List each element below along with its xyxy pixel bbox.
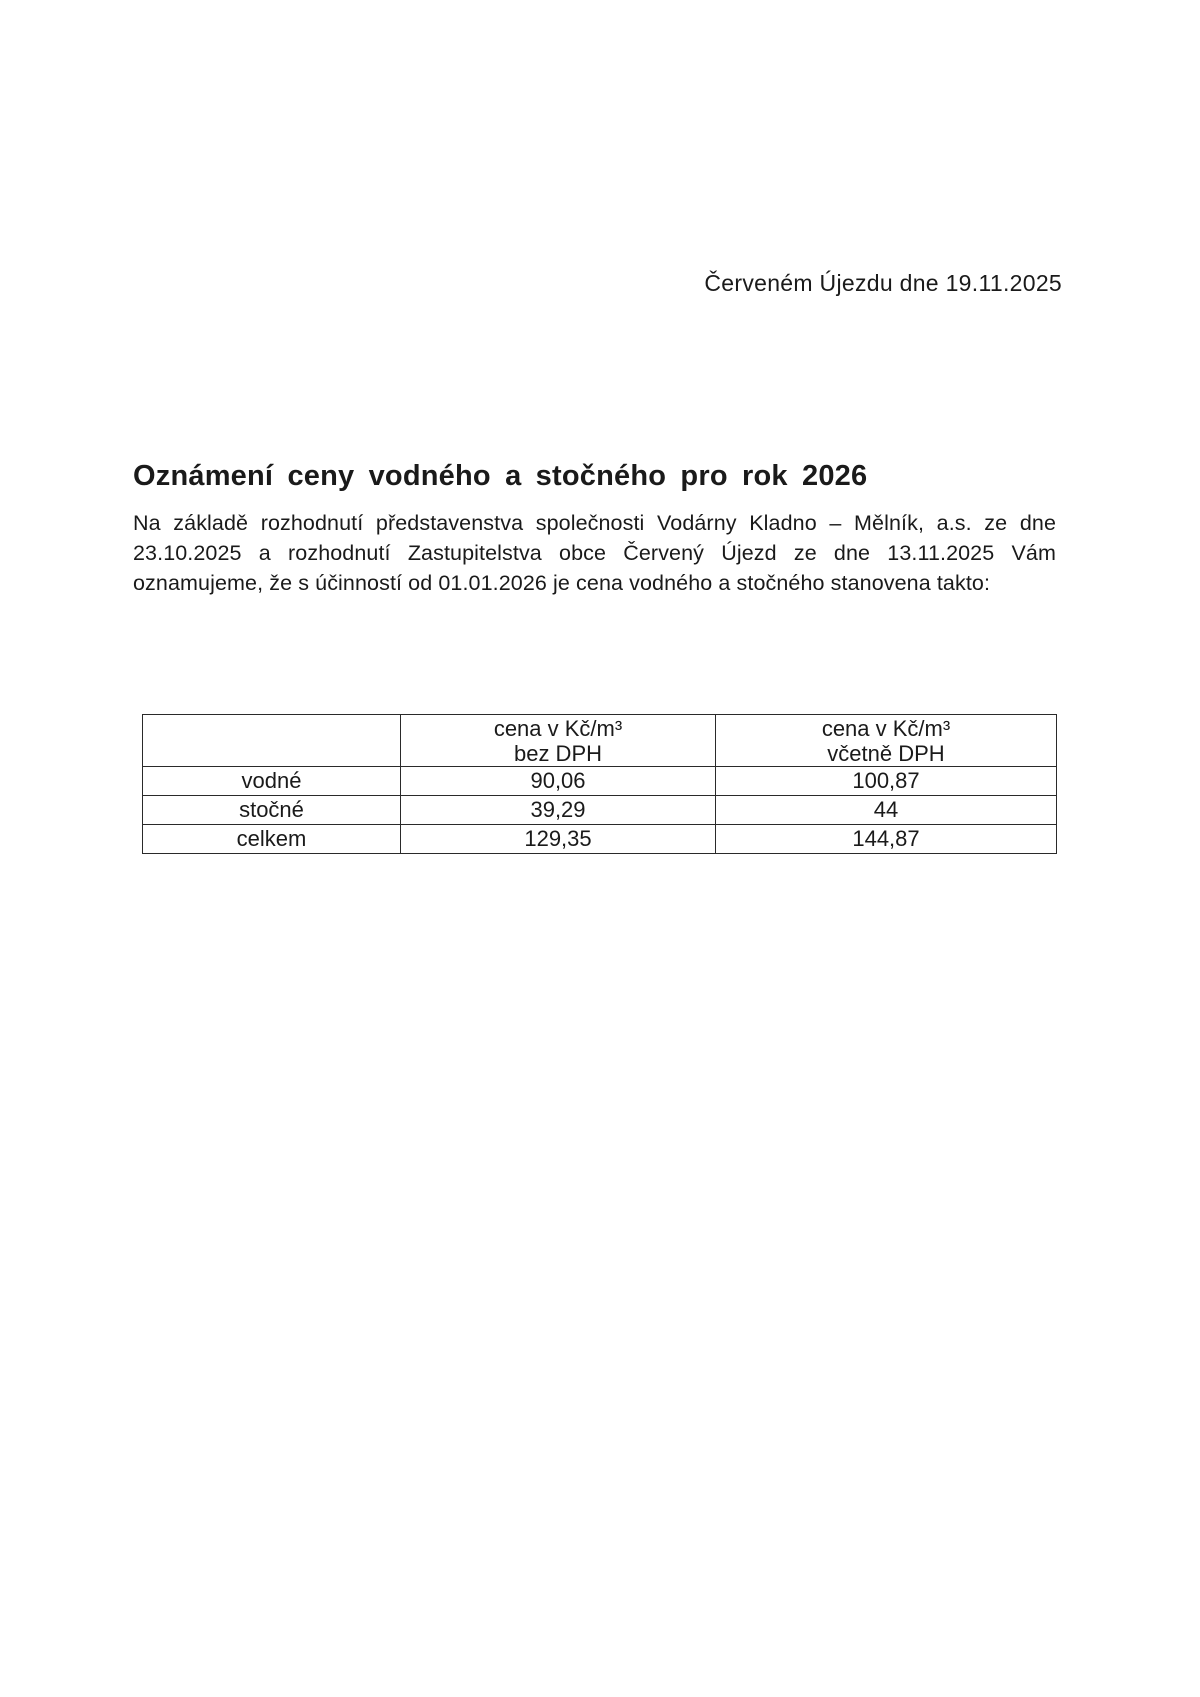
row-vcetne-dph-cell: 100,87: [716, 767, 1057, 796]
paragraph-line: oznamujeme, že s účinností od 01.01.2026 je cena vodného a stočného stanovena takto:: [133, 571, 991, 595]
table-header-row: [143, 715, 1057, 767]
row-bez-dph-cell: 129,35: [401, 825, 716, 854]
row-label-cell: stočné: [143, 796, 401, 825]
table-row: [143, 767, 1057, 796]
paragraph-line: Na základě rozhodnutí představenstva společnosti Vodárny Kladno – Mělník, a.s. ze dne: [133, 511, 1056, 535]
header-dph-line: včetně DPH: [827, 740, 945, 766]
date-line: Červeném Újezdu dne 19.11.2025: [704, 270, 1062, 296]
header-unit-line: cena v Kč/m³: [493, 715, 623, 741]
row-bez-dph-cell: 39,29: [401, 796, 716, 825]
row-vcetne-dph-cell: 144,87: [716, 825, 1057, 854]
table-row: [143, 796, 1057, 825]
header-dph-line: bez DPH: [513, 740, 603, 766]
page-title: Oznámení ceny vodného a stočného pro rok 2026: [133, 460, 868, 493]
header-vcetne-dph-cell: [716, 715, 1057, 767]
header-unit-line: cena v Kč/m³: [821, 715, 951, 741]
row-vcetne-dph-cell: 44: [716, 796, 1057, 825]
row-label-cell: vodné: [143, 767, 401, 796]
intro-paragraph: [133, 508, 1056, 598]
paragraph-line: 23.10.2025 a rozhodnutí Zastupitelstva obce Červený Újezd ze dne 13.11.2025 Vám: [133, 541, 1056, 565]
header-empty-cell: [143, 715, 401, 767]
header-bez-dph-cell: [401, 715, 716, 767]
table-row: [143, 825, 1057, 854]
row-label-cell: celkem: [143, 825, 401, 854]
price-table: [142, 714, 1057, 854]
row-bez-dph-cell: 90,06: [401, 767, 716, 796]
